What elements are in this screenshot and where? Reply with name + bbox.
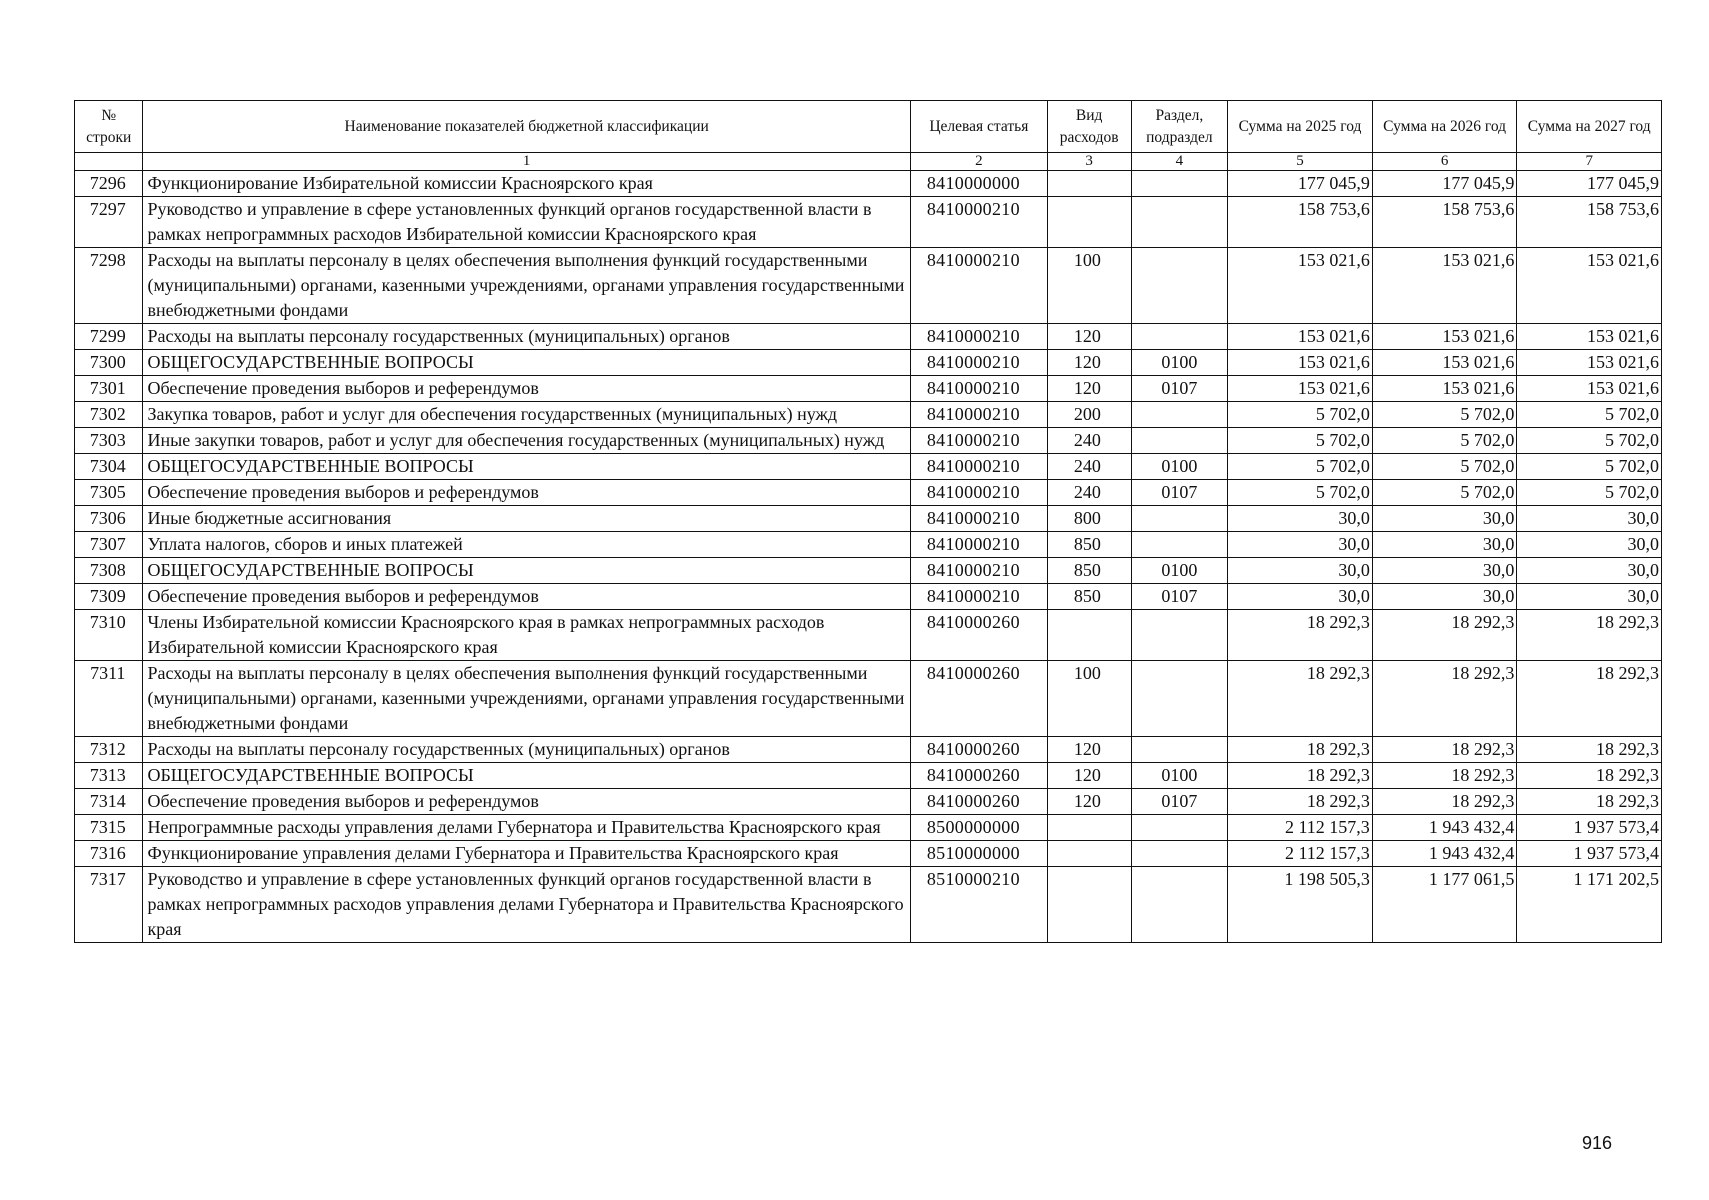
sum-2025: 30,0 bbox=[1228, 532, 1373, 558]
sum-2026: 30,0 bbox=[1372, 532, 1517, 558]
sum-2026: 1 943 432,4 bbox=[1372, 841, 1517, 867]
table-row bbox=[75, 661, 1662, 737]
sum-2025: 153 021,6 bbox=[1228, 324, 1373, 350]
expense-kind: 120 bbox=[1047, 324, 1131, 350]
sum-2026: 5 702,0 bbox=[1372, 454, 1517, 480]
expense-kind: 120 bbox=[1047, 737, 1131, 763]
sum-2025: 18 292,3 bbox=[1228, 661, 1373, 737]
indicator-name: Расходы на выплаты персоналу государственных (муниципальных) органов bbox=[143, 737, 910, 763]
target-article: 8410000210 bbox=[910, 558, 1047, 584]
sum-2027: 153 021,6 bbox=[1517, 248, 1662, 324]
section-code: 0100 bbox=[1131, 558, 1228, 584]
indicator-name: Обеспечение проведения выборов и референдумов bbox=[143, 480, 910, 506]
sum-2026: 30,0 bbox=[1372, 506, 1517, 532]
expense-kind: 850 bbox=[1047, 584, 1131, 610]
header-section: Раздел, подраздел bbox=[1131, 101, 1228, 153]
expense-kind: 800 bbox=[1047, 506, 1131, 532]
table-row bbox=[75, 506, 1662, 532]
section-code bbox=[1131, 867, 1228, 943]
column-number-row bbox=[75, 153, 1662, 171]
table-row bbox=[75, 350, 1662, 376]
expense-kind: 100 bbox=[1047, 248, 1131, 324]
row-number: 7309 bbox=[75, 584, 143, 610]
row-number: 7298 bbox=[75, 248, 143, 324]
row-number: 7311 bbox=[75, 661, 143, 737]
expense-kind bbox=[1047, 197, 1131, 248]
sum-2026: 158 753,6 bbox=[1372, 197, 1517, 248]
sum-2025: 2 112 157,3 bbox=[1228, 815, 1373, 841]
row-number: 7313 bbox=[75, 763, 143, 789]
section-code bbox=[1131, 610, 1228, 661]
expense-kind: 200 bbox=[1047, 402, 1131, 428]
sum-2026: 30,0 bbox=[1372, 584, 1517, 610]
expense-kind bbox=[1047, 815, 1131, 841]
row-number: 7304 bbox=[75, 454, 143, 480]
table-row bbox=[75, 867, 1662, 943]
indicator-name: Иные закупки товаров, работ и услуг для обеспечения государственных (муниципальных) нужд bbox=[143, 428, 910, 454]
indicator-name: ОБЩЕГОСУДАРСТВЕННЫЕ ВОПРОСЫ bbox=[143, 763, 910, 789]
target-article: 8410000260 bbox=[910, 661, 1047, 737]
row-number: 7297 bbox=[75, 197, 143, 248]
expense-kind: 240 bbox=[1047, 454, 1131, 480]
section-code bbox=[1131, 197, 1228, 248]
row-number: 7308 bbox=[75, 558, 143, 584]
header-row-no: № строки bbox=[75, 101, 143, 153]
sum-2026: 30,0 bbox=[1372, 558, 1517, 584]
sum-2026: 18 292,3 bbox=[1372, 789, 1517, 815]
sum-2027: 153 021,6 bbox=[1517, 324, 1662, 350]
section-code bbox=[1131, 661, 1228, 737]
column-number bbox=[75, 153, 143, 171]
target-article: 8410000260 bbox=[910, 789, 1047, 815]
target-article: 8410000210 bbox=[910, 350, 1047, 376]
sum-2027: 30,0 bbox=[1517, 558, 1662, 584]
target-article: 8410000210 bbox=[910, 402, 1047, 428]
sum-2025: 5 702,0 bbox=[1228, 454, 1373, 480]
section-code bbox=[1131, 737, 1228, 763]
section-code bbox=[1131, 428, 1228, 454]
row-number: 7305 bbox=[75, 480, 143, 506]
sum-2027: 153 021,6 bbox=[1517, 350, 1662, 376]
target-article: 8410000210 bbox=[910, 428, 1047, 454]
sum-2027: 153 021,6 bbox=[1517, 376, 1662, 402]
section-code bbox=[1131, 402, 1228, 428]
table-row bbox=[75, 789, 1662, 815]
sum-2025: 153 021,6 bbox=[1228, 350, 1373, 376]
table-body bbox=[75, 171, 1662, 943]
sum-2027: 18 292,3 bbox=[1517, 661, 1662, 737]
sum-2025: 5 702,0 bbox=[1228, 428, 1373, 454]
row-number: 7312 bbox=[75, 737, 143, 763]
sum-2025: 158 753,6 bbox=[1228, 197, 1373, 248]
row-number: 7306 bbox=[75, 506, 143, 532]
expense-kind bbox=[1047, 610, 1131, 661]
table-row bbox=[75, 584, 1662, 610]
row-number: 7296 bbox=[75, 171, 143, 197]
sum-2027: 5 702,0 bbox=[1517, 402, 1662, 428]
section-code: 0107 bbox=[1131, 584, 1228, 610]
sum-2027: 158 753,6 bbox=[1517, 197, 1662, 248]
target-article: 8410000210 bbox=[910, 454, 1047, 480]
table-row bbox=[75, 610, 1662, 661]
section-code bbox=[1131, 506, 1228, 532]
sum-2025: 18 292,3 bbox=[1228, 763, 1373, 789]
sum-2025: 177 045,9 bbox=[1228, 171, 1373, 197]
column-number: 1 bbox=[143, 153, 910, 171]
sum-2026: 18 292,3 bbox=[1372, 737, 1517, 763]
sum-2027: 18 292,3 bbox=[1517, 789, 1662, 815]
sum-2025: 5 702,0 bbox=[1228, 480, 1373, 506]
row-number: 7307 bbox=[75, 532, 143, 558]
sum-2026: 1 943 432,4 bbox=[1372, 815, 1517, 841]
sum-2026: 5 702,0 bbox=[1372, 480, 1517, 506]
expense-kind bbox=[1047, 171, 1131, 197]
sum-2027: 5 702,0 bbox=[1517, 428, 1662, 454]
section-code: 0100 bbox=[1131, 763, 1228, 789]
sum-2026: 18 292,3 bbox=[1372, 661, 1517, 737]
table-row bbox=[75, 402, 1662, 428]
budget-table-sheet bbox=[74, 100, 1662, 943]
row-number: 7317 bbox=[75, 867, 143, 943]
header-sum-2026: Сумма на 2026 год bbox=[1372, 101, 1517, 153]
table-header-row bbox=[75, 101, 1662, 153]
expense-kind: 100 bbox=[1047, 661, 1131, 737]
target-article: 8510000210 bbox=[910, 867, 1047, 943]
expense-kind: 240 bbox=[1047, 428, 1131, 454]
sum-2025: 2 112 157,3 bbox=[1228, 841, 1373, 867]
sum-2026: 5 702,0 bbox=[1372, 402, 1517, 428]
sum-2025: 18 292,3 bbox=[1228, 789, 1373, 815]
target-article: 8410000260 bbox=[910, 610, 1047, 661]
target-article: 8500000000 bbox=[910, 815, 1047, 841]
expense-kind bbox=[1047, 867, 1131, 943]
target-article: 8410000260 bbox=[910, 737, 1047, 763]
sum-2027: 18 292,3 bbox=[1517, 737, 1662, 763]
target-article: 8410000210 bbox=[910, 532, 1047, 558]
section-code bbox=[1131, 248, 1228, 324]
sum-2025: 30,0 bbox=[1228, 506, 1373, 532]
sum-2025: 30,0 bbox=[1228, 584, 1373, 610]
target-article: 8410000210 bbox=[910, 480, 1047, 506]
section-code: 0100 bbox=[1131, 350, 1228, 376]
sum-2027: 18 292,3 bbox=[1517, 610, 1662, 661]
row-number: 7314 bbox=[75, 789, 143, 815]
budget-table bbox=[74, 100, 1662, 943]
indicator-name: ОБЩЕГОСУДАРСТВЕННЫЕ ВОПРОСЫ bbox=[143, 558, 910, 584]
sum-2027: 18 292,3 bbox=[1517, 763, 1662, 789]
row-number: 7301 bbox=[75, 376, 143, 402]
target-article: 8410000260 bbox=[910, 763, 1047, 789]
sum-2026: 18 292,3 bbox=[1372, 763, 1517, 789]
table-row bbox=[75, 737, 1662, 763]
indicator-name: Расходы на выплаты персоналу государственных (муниципальных) органов bbox=[143, 324, 910, 350]
table-row bbox=[75, 841, 1662, 867]
expense-kind: 120 bbox=[1047, 350, 1131, 376]
row-number: 7299 bbox=[75, 324, 143, 350]
section-code bbox=[1131, 815, 1228, 841]
sum-2025: 18 292,3 bbox=[1228, 737, 1373, 763]
sum-2027: 30,0 bbox=[1517, 584, 1662, 610]
expense-kind: 240 bbox=[1047, 480, 1131, 506]
expense-kind: 850 bbox=[1047, 558, 1131, 584]
sum-2025: 153 021,6 bbox=[1228, 376, 1373, 402]
table-row bbox=[75, 815, 1662, 841]
expense-kind: 120 bbox=[1047, 376, 1131, 402]
column-number: 4 bbox=[1131, 153, 1228, 171]
table-row bbox=[75, 376, 1662, 402]
sum-2027: 1 171 202,5 bbox=[1517, 867, 1662, 943]
section-code bbox=[1131, 171, 1228, 197]
column-number: 2 bbox=[910, 153, 1047, 171]
header-target: Целевая статья bbox=[910, 101, 1047, 153]
target-article: 8410000210 bbox=[910, 248, 1047, 324]
table-row bbox=[75, 248, 1662, 324]
sum-2027: 1 937 573,4 bbox=[1517, 841, 1662, 867]
sum-2027: 30,0 bbox=[1517, 506, 1662, 532]
indicator-name: ОБЩЕГОСУДАРСТВЕННЫЕ ВОПРОСЫ bbox=[143, 350, 910, 376]
target-article: 8410000210 bbox=[910, 324, 1047, 350]
sum-2027: 5 702,0 bbox=[1517, 480, 1662, 506]
indicator-name: Непрограммные расходы управления делами Губернатора и Правительства Красноярского края bbox=[143, 815, 910, 841]
indicator-name: Расходы на выплаты персоналу в целях обеспечения выполнения функций государственными (муниципальными) органами, казенными учреждениями, органами управления государственными внебюджетными фондами bbox=[143, 248, 910, 324]
indicator-name: Руководство и управление в сфере установленных функций органов государственной власти в рамках непрограммных расходов управления делами Губернатора и Правительства Красноярского края bbox=[143, 867, 910, 943]
expense-kind bbox=[1047, 841, 1131, 867]
sum-2026: 5 702,0 bbox=[1372, 428, 1517, 454]
sum-2026: 1 177 061,5 bbox=[1372, 867, 1517, 943]
indicator-name: Обеспечение проведения выборов и референдумов bbox=[143, 789, 910, 815]
sum-2026: 18 292,3 bbox=[1372, 610, 1517, 661]
indicator-name: Уплата налогов, сборов и иных платежей bbox=[143, 532, 910, 558]
header-name: Наименование показателей бюджетной классификации bbox=[143, 101, 910, 153]
expense-kind: 120 bbox=[1047, 789, 1131, 815]
sum-2026: 153 021,6 bbox=[1372, 248, 1517, 324]
sum-2026: 153 021,6 bbox=[1372, 324, 1517, 350]
sum-2025: 5 702,0 bbox=[1228, 402, 1373, 428]
section-code bbox=[1131, 841, 1228, 867]
section-code: 0107 bbox=[1131, 789, 1228, 815]
column-number: 5 bbox=[1228, 153, 1373, 171]
column-number: 6 bbox=[1372, 153, 1517, 171]
table-row bbox=[75, 197, 1662, 248]
target-article: 8410000000 bbox=[910, 171, 1047, 197]
sum-2026: 153 021,6 bbox=[1372, 350, 1517, 376]
sum-2025: 153 021,6 bbox=[1228, 248, 1373, 324]
table-row bbox=[75, 480, 1662, 506]
table-row bbox=[75, 428, 1662, 454]
row-number: 7302 bbox=[75, 402, 143, 428]
target-article: 8410000210 bbox=[910, 506, 1047, 532]
indicator-name: Функционирование Избирательной комиссии Красноярского края bbox=[143, 171, 910, 197]
indicator-name: Закупка товаров, работ и услуг для обеспечения государственных (муниципальных) нужд bbox=[143, 402, 910, 428]
header-kind: Вид расходов bbox=[1047, 101, 1131, 153]
indicator-name: Руководство и управление в сфере установленных функций органов государственной власти в рамках непрограммных расходов Избирательной комиссии Красноярского края bbox=[143, 197, 910, 248]
sum-2025: 30,0 bbox=[1228, 558, 1373, 584]
table-row bbox=[75, 532, 1662, 558]
section-code: 0107 bbox=[1131, 480, 1228, 506]
table-row bbox=[75, 454, 1662, 480]
row-number: 7316 bbox=[75, 841, 143, 867]
column-number: 7 bbox=[1517, 153, 1662, 171]
header-sum-2027: Сумма на 2027 год bbox=[1517, 101, 1662, 153]
sum-2027: 1 937 573,4 bbox=[1517, 815, 1662, 841]
sum-2027: 5 702,0 bbox=[1517, 454, 1662, 480]
target-article: 8410000210 bbox=[910, 584, 1047, 610]
indicator-name: Обеспечение проведения выборов и референдумов bbox=[143, 376, 910, 402]
target-article: 8410000210 bbox=[910, 376, 1047, 402]
sum-2026: 153 021,6 bbox=[1372, 376, 1517, 402]
row-number: 7303 bbox=[75, 428, 143, 454]
table-row bbox=[75, 171, 1662, 197]
sum-2025: 1 198 505,3 bbox=[1228, 867, 1373, 943]
section-code bbox=[1131, 532, 1228, 558]
target-article: 8510000000 bbox=[910, 841, 1047, 867]
indicator-name: Расходы на выплаты персоналу в целях обеспечения выполнения функций государственными (муниципальными) органами, казенными учреждениями, органами управления государственными внебюджетными фондами bbox=[143, 661, 910, 737]
section-code bbox=[1131, 324, 1228, 350]
target-article: 8410000210 bbox=[910, 197, 1047, 248]
indicator-name: Иные бюджетные ассигнования bbox=[143, 506, 910, 532]
table-row bbox=[75, 324, 1662, 350]
row-number: 7300 bbox=[75, 350, 143, 376]
indicator-name: Члены Избирательной комиссии Красноярского края в рамках непрограммных расходов Избирательной комиссии Красноярского края bbox=[143, 610, 910, 661]
indicator-name: Функционирование управления делами Губернатора и Правительства Красноярского края bbox=[143, 841, 910, 867]
column-number: 3 bbox=[1047, 153, 1131, 171]
header-sum-2025: Сумма на 2025 год bbox=[1228, 101, 1373, 153]
sum-2026: 177 045,9 bbox=[1372, 171, 1517, 197]
expense-kind: 120 bbox=[1047, 763, 1131, 789]
section-code: 0107 bbox=[1131, 376, 1228, 402]
row-number: 7315 bbox=[75, 815, 143, 841]
sum-2027: 177 045,9 bbox=[1517, 171, 1662, 197]
sum-2027: 30,0 bbox=[1517, 532, 1662, 558]
indicator-name: ОБЩЕГОСУДАРСТВЕННЫЕ ВОПРОСЫ bbox=[143, 454, 910, 480]
indicator-name: Обеспечение проведения выборов и референдумов bbox=[143, 584, 910, 610]
page-number: 916 bbox=[1582, 1133, 1613, 1153]
expense-kind: 850 bbox=[1047, 532, 1131, 558]
row-number: 7310 bbox=[75, 610, 143, 661]
section-code: 0100 bbox=[1131, 454, 1228, 480]
table-row bbox=[75, 558, 1662, 584]
sum-2025: 18 292,3 bbox=[1228, 610, 1373, 661]
table-row bbox=[75, 763, 1662, 789]
